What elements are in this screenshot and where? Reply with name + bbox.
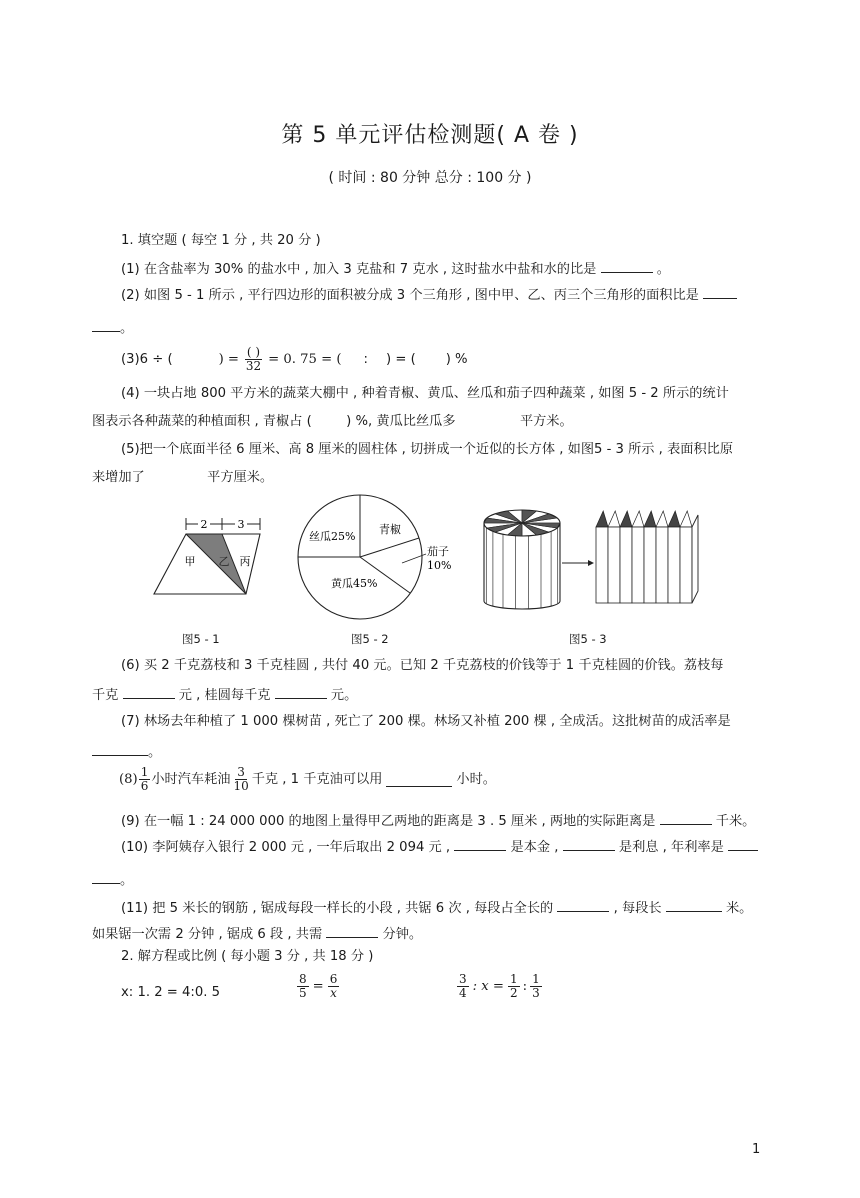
q3-eq: = [227,351,239,367]
pie-label-qingjiao: 青椒 [379,523,401,536]
figure-5-3-caption: 图5 - 3 [569,632,607,646]
section2-heading: 2. 解方程或比例 ( 每小题 3 分 , 共 18 分 ) [121,949,374,964]
q2-blank-b [92,318,120,332]
question-2-cont [92,318,133,338]
q8-fraction-2: $\frac{3}{10}$ [233,765,249,793]
page-title: 第 5 单元评估检测题( A 卷 ) [281,123,579,148]
cuboid-slice [632,527,644,603]
q1-end: 。 [656,262,670,277]
question-11: (11) 把 5 米长的钢筋 , 锯成每段一样长的小段 , 共锯 6 次 , 每段占全长的 , 每段长 米。 [121,898,752,918]
question-4: (4) 一块占地 800 平方米的蔬菜大棚中 , 种着青椒、黄瓜、丝瓜和茄子四种蔬菜 , 如图 5 - 2 所示的统计 [121,386,729,401]
pie-label-qiezi-pct: 10% [427,559,452,572]
cuboid-side-face [692,515,698,603]
q11-blank-c [326,924,378,938]
q10-blank-a [454,837,506,851]
equation-3: $\frac{3}{4}$ : x = $\frac{1}{2}$ : $\frac{1}{3}$ [459,972,540,1000]
cuboid-top-sector [632,511,644,527]
fig3-cuboid [596,511,698,603]
question-4-cont: 图表示各种蔬菜的种植面积 , 青椒占 ( ) %, 黄瓜比丝瓜多 平方米。 [92,414,573,429]
pie-label-qiezi: 茄子 [427,545,449,558]
q2-text: (2) 如图 5 - 1 所示 , 平行四边形的面积被分成 3 个三角形 , 图中甲、乙、丙三个三角形的面积比是 [121,288,699,303]
q1-text: (1) 在含盐率为 30% 的盐水中 , 加入 3 克盐和 7 克水 , 这时盐水中盐和水的比是 [121,262,597,277]
question-5-cont: 来增加了 平方厘米。 [92,470,274,485]
cuboid-slice [620,527,632,603]
fig1-seg1-label: 2 [200,518,208,531]
q3-close1: ) [218,351,224,367]
cuboid-top-sector [668,511,680,527]
figure-5-2-pie-chart [296,493,466,623]
question-1 [121,259,670,279]
fig1-label-bing: 丙 [239,555,251,568]
question-6: (6) 买 2 千克荔枝和 3 千克桂圆 , 共付 40 元。已知 2 千克荔枝的价钱等于 1 千克桂圆的价钱。荔枝每 [121,658,724,673]
fig1-label-yi: 乙 [218,555,230,568]
q9-blank [660,811,712,825]
question-7: (7) 林场去年种植了 1 000 棵树苗 , 死亡了 200 棵。林场又补植 200 棵 , 全成活。这批树苗的成活率是 [121,714,731,729]
q6-blank-a [123,685,175,699]
equation-2: $\frac{8}{5}$ = $\frac{6}{x}$ [299,972,338,1000]
q7-blank [92,742,148,756]
question-8: (8) $\frac{1}{6}$ 小时汽车耗油 $\frac{3}{10}$ 千克 , 1 千克油可以用 小时。 [119,765,496,793]
cuboid-slice [656,527,668,603]
q11-blank-a [557,898,609,912]
question-9: (9) 在一幅 1 : 24 000 000 的地图上量得甲乙两地的距离是 3 . 5 厘米 , 两地的实际距离是 千米。 [121,811,755,831]
question-2 [121,285,737,305]
fig1-seg2-label: 3 [237,518,245,531]
question-3 [121,346,468,373]
section1-heading: 1. 填空题 ( 每空 1 分 , 共 20 分 ) [121,233,321,248]
cuboid-top-sector [620,511,632,527]
cuboid-top-sector [596,511,608,527]
question-10: (10) 李阿姨存入银行 2 000 元 , 一年后取出 2 094 元 , 是本金 , 是利息 , 年利率是 [121,837,758,857]
q3-mid: = 0. 75 = ( [268,351,342,367]
question-6-cont: 千克 元 , 桂圆每千克 元。 [92,685,357,705]
q1-blank [601,259,653,273]
q2-blank-a [703,285,737,299]
equation-1: x: 1. 2 = 4:0. 5 [121,985,221,1000]
cuboid-top-sector [656,511,668,527]
q8-blank [386,773,452,787]
figure-5-2-caption: 图5 - 2 [351,632,389,646]
q3-colon: : [363,351,368,367]
cuboid-slice [668,527,680,603]
q11-blank-b [666,898,722,912]
figure-5-1-parallelogram [150,512,270,602]
q6-blank-b [275,685,327,699]
page-subtitle: ( 时间 : 80 分钟 总分 : 100 分 ) [328,170,532,186]
cuboid-top-sector [644,511,656,527]
cuboid-slice [608,527,620,603]
figure-5-3-cylinder-to-cuboid [480,505,710,610]
q3-close2: ) = ( [385,351,416,367]
pie-divider-3 [360,538,419,557]
fig1-label-jia: 甲 [184,555,196,568]
q3-fraction: $\frac{( )}{32}$ [245,345,262,373]
q3-prefix: (3)6 ÷ ( [121,351,173,367]
question-11-cont: 如果锯一次需 2 分钟 , 锯成 6 段 , 共需 分钟。 [92,924,422,944]
cuboid-slice [644,527,656,603]
pie-label-huanggua: 黄瓜45% [331,577,378,590]
question-7-cont: 。 [92,742,161,762]
question-5: (5)把一个底面半径 6 厘米、高 8 厘米的圆柱体 , 切拼成一个近似的长方体 , 如图5 - 3 所示 , 表面积比原 [121,442,734,457]
question-10-cont: 。 [92,870,133,890]
cuboid-slice [596,527,608,603]
cuboid-top-sector [608,511,620,527]
fig3-cylinder [484,510,560,609]
q10-blank-b [563,837,615,851]
fig3-arrow [562,560,594,566]
cuboid-slice [680,527,692,603]
q2-end: 。 [120,321,134,336]
figure-5-1-caption: 图5 - 1 [182,632,220,646]
cuboid-top-sector [680,511,692,527]
q3-pct: ) % [445,351,468,367]
q8-fraction-1: $\frac{1}{6}$ [140,765,149,793]
page-number: 1 [752,1142,761,1157]
q10-blank-c [728,837,758,851]
q10-blank-d [92,870,120,884]
pie-label-sigua: 丝瓜25% [309,530,356,543]
